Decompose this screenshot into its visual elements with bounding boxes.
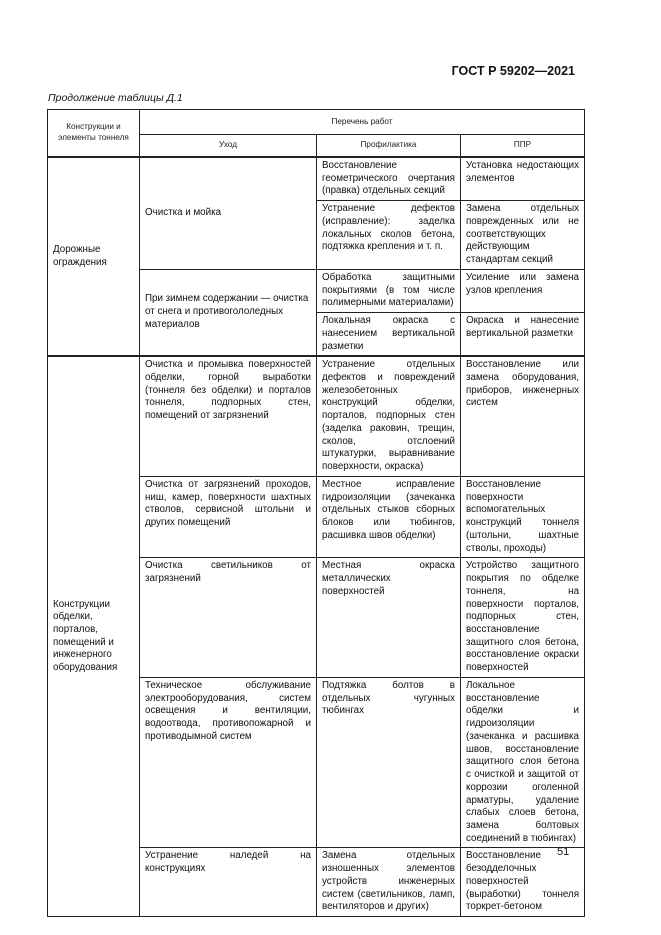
ppr-cell: Локальное восстановление обделки и гидроизоляции (зачеканка и расшивка швов, восстановление защитного слоя бетона с очисткой и защитой от коррозии оголенной арматуры, удаление слабых слоев бетона, замена болтовых соединений в тюбингах)	[461, 677, 585, 848]
ppr-cell: Замена отдельных поврежденных или не соответствующих действующим стандартам секций	[461, 201, 585, 270]
ppr-cell: Восстановление поверхности вспомогательных конструкций тоннеля (штольни, шахтные стволы, проходы)	[461, 476, 585, 557]
ppr-cell: Окраска и нанесение вертикальной разметки	[461, 313, 585, 357]
table-row	[48, 157, 585, 201]
ppr-cell: Установка недостающих элементов	[461, 157, 585, 201]
uhod-cell: Очистка и мойка	[140, 157, 317, 269]
profilaktika-cell: Местная окраска металлических поверхностей	[317, 558, 461, 678]
uhod-cell: Устранение наледей на конструкциях	[140, 848, 317, 917]
group-name: Конструкции обделки, порталов, помещений и инженерного оборудования	[48, 356, 140, 916]
header-works-list: Перечень работ	[140, 110, 585, 135]
ppr-cell: Устройство защитного покрытия по обделке тоннеля, на поверхности порталов, подпорных стен, восстановление защитного слоя бетона, восстановление окраски поверхностей	[461, 558, 585, 678]
profilaktika-cell: Устранение отдельных дефектов и повреждений железобетонных конструкций обделки, порталов, подпорных стен (заделка раковин, трещин, сколов, отслоений штукатурки, выравнивание поверхности, окраска)	[317, 356, 461, 476]
uhod-cell: Техническое обслуживание электрооборудования, систем освещения и вентиляции, водоотвода, противопожарной и противодымной систем	[140, 677, 317, 848]
header-uhod: Уход	[140, 135, 317, 158]
group-name: Дорожные ограждения	[48, 157, 140, 356]
ppr-cell: Восстановление или замена оборудования, приборов, инженерных систем	[461, 356, 585, 476]
uhod-cell: Очистка от загрязнений проходов, ниш, камер, поверхности шахтных стволов, сервисной штольни и других помещений	[140, 476, 317, 557]
profilaktika-cell: Местное исправление гидроизоляции (зачеканка отдельных стыков сборных блоков или тюбингов, расшивка швов обделки)	[317, 476, 461, 557]
uhod-cell: Очистка и промывка поверхностей обделки, горной выработки (тоннеля без обделки) и порталов тоннеля, подпорных стен, помещений от загрязнений	[140, 356, 317, 476]
table-caption: Продолжение таблицы Д.1	[48, 92, 183, 104]
header-profilaktika: Профилактика	[317, 135, 461, 158]
header-structures: Конструкции и элементы тоннеля	[48, 110, 140, 158]
profilaktika-cell: Замена отдельных изношенных элементов устройств инженерных систем (светильников, ламп, вентиляторов и других)	[317, 848, 461, 917]
header-row-1	[48, 110, 585, 135]
profilaktika-cell: Обработка защитными покрытиями (в том числе полимерными материалами)	[317, 269, 461, 312]
ppr-cell: Восстановление безодделочных поверхностей (выработки) тоннеля торкрет-бетоном	[461, 848, 585, 917]
works-table	[47, 109, 585, 917]
uhod-cell: При зимнем содержании — очистка от снега и противогололедных материалов	[140, 269, 317, 356]
profilaktika-cell: Подтяжка болтов в отдельных чугунных тюбингах	[317, 677, 461, 848]
ppr-cell: Усиление или замена узлов крепления	[461, 269, 585, 312]
standard-number: ГОСТ Р 59202—2021	[451, 64, 575, 78]
table-row	[48, 356, 585, 476]
profilaktika-cell: Устранение дефектов (исправление): заделка локальных сколов бетона, подтяжка крепления и т. п.	[317, 201, 461, 270]
page-number: 51	[557, 846, 570, 858]
uhod-cell: Очистка светильников от загрязнений	[140, 558, 317, 678]
profilaktika-cell: Восстановление геометрического очертания (правка) отдельных секций	[317, 157, 461, 201]
profilaktika-cell: Локальная окраска с нанесением вертикальной разметки	[317, 313, 461, 357]
header-ppr: ППР	[461, 135, 585, 158]
